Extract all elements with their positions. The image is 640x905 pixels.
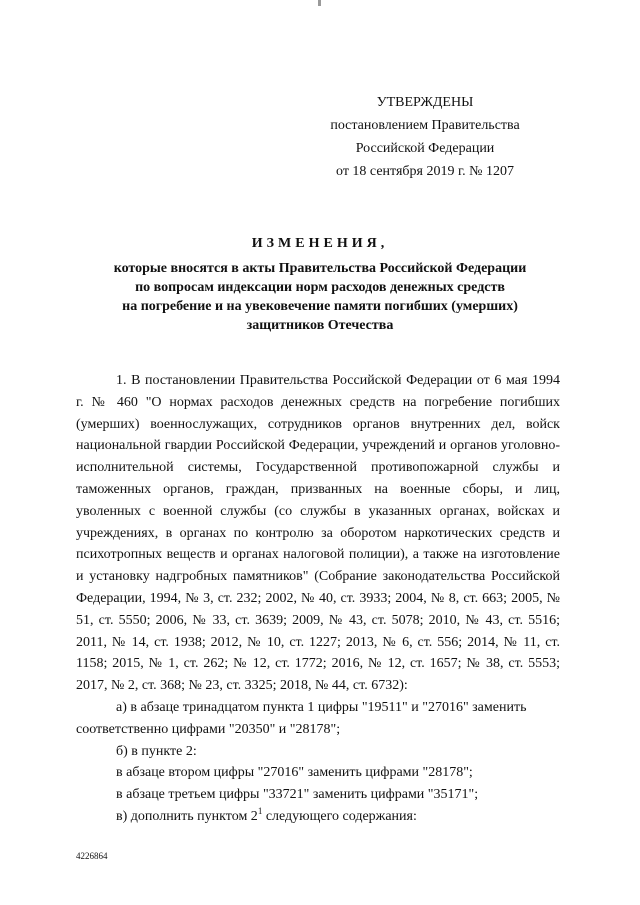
document-subtitle bbox=[70, 259, 570, 335]
subtitle-line-1: которые вносятся в акты Правительства Российской Федерации bbox=[113, 261, 527, 276]
approval-block bbox=[330, 91, 520, 183]
item-b-1: в абзаце втором цифры "27016" заменить цифрами "28178"; bbox=[116, 765, 473, 781]
document-body bbox=[76, 370, 560, 828]
document-code: 4226864 bbox=[76, 851, 108, 861]
item-c-superscript: 1 bbox=[257, 805, 263, 816]
item-b: б) в пункте 2: bbox=[116, 743, 197, 759]
scan-mark bbox=[318, 0, 321, 6]
item-a-line-2: соответственно цифрами "20350" и "28178"; bbox=[76, 721, 341, 737]
approval-line-3: от 18 сентября 2019 г. № 1207 bbox=[336, 164, 514, 179]
item-a bbox=[76, 697, 560, 741]
item-b-2: в абзаце третьем цифры "33721" заменить цифрами "35171"; bbox=[116, 787, 479, 803]
document-title: ИЗМЕНЕНИЯ, bbox=[251, 236, 389, 251]
subtitle-line-3: на погребение и на увековечение памяти погибших (умерших) bbox=[122, 299, 518, 314]
item-a-line-1: а) в абзаце тринадцатом пункта 1 цифры "19511" и "27016" заменить bbox=[116, 699, 527, 715]
paragraph-1: 1. В постановлении Правительства Российской Федерации от 6 мая 1994 г. № 460 "О нормах расходов денежных средств на погребение погибших (умерших) военнослужащих, сотрудников органов внутренних дел, войск национальной гвардии Российской Федерации, учреждений и органов уголовно-исполнительной системы, Государственной противопожарной службы и таможенных органов, граждан, призванных на военные сборы, и лиц, уволенных с военной службы (со службы в указанных органах, войсках и учреждениях, в органах по контролю за оборотом наркотических средств и психотропных веществ и органах налоговой полиции), а также на изготовление и установку надгробных памятников" (Собрание законодательства Российской Федерации, 1994, № 3, ст. 232; 2002, № 40, ст. 3933; 2004, № 8, ст. 663; 2005, № 51, ст. 5550; 2006, № 33, ст. 3639; 2009, № 43, ст. 5078; 2010, № 43, ст. 5516; 2011, № 14, ст. 1938; 2012, № 10, ст. 1227; 2013, № 6, ст. 556; 2014, № 11, ст. 1158; 2015, № 1, ст. 262; № 12, ст. 1772; 2016, № 12, ст. 1657; № 38, ст. 5553; 2017, № 2, ст. 368; № 23, ст. 3325; 2018, № 44, ст. 6732): bbox=[76, 373, 560, 694]
approval-heading: УТВЕРЖДЕНЫ bbox=[376, 95, 474, 110]
item-c bbox=[76, 806, 560, 828]
approval-line-2: Российской Федерации bbox=[355, 141, 495, 156]
item-c-prefix: в) дополнить пунктом 2 bbox=[116, 808, 258, 824]
item-c-suffix: следующего содержания: bbox=[262, 808, 417, 824]
approval-line-1: постановлением Правительства bbox=[330, 118, 520, 133]
subtitle-line-2: по вопросам индексации норм расходов денежных средств bbox=[135, 280, 505, 295]
subtitle-line-4: защитников Отечества bbox=[246, 318, 394, 333]
